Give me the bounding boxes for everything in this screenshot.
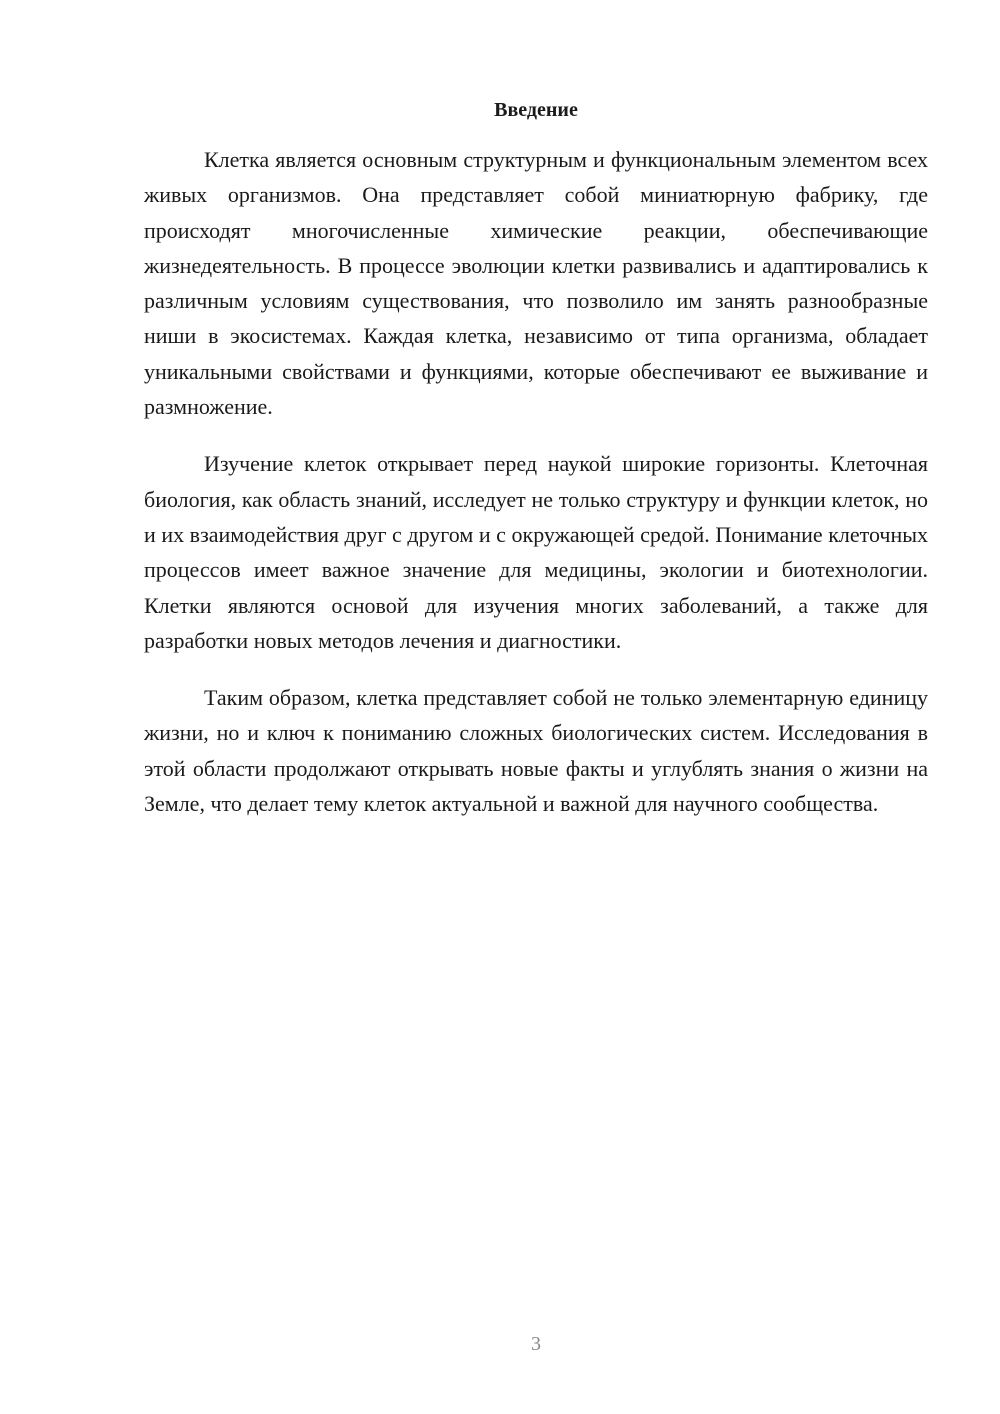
paragraph-3: Таким образом, клетка представляет собой не только элементарную единицу жизни, но и ключ к пониманию сложных биологических систем. Исследования в этой области продолжают открывать новые факты и углублять знания о жизни на Земле, что делает тему клеток актуальной и важной для научного сообщества. bbox=[144, 685, 928, 817]
paragraph-1: Клетка является основным структурным и функциональным элементом всех живых организмов. Она представляет собой миниатюрную фабрику, где происходят многочисленные химические реакции, обеспечивающие жизнедеятельность. В процессе эволюции клетки развивались и адаптировались к различным условиям существования, что позволило им занять разнообразные ниши в экосистемах. Каждая клетка, независимо от типа организма, обладает уникальными свойствами и функциями, которые обеспечивают ее выживание и размножение. bbox=[144, 147, 928, 420]
section-heading: Введение bbox=[494, 99, 578, 121]
page-number: 3 bbox=[531, 1333, 541, 1355]
page-content bbox=[144, 96, 928, 843]
paragraph-2: Изучение клеток открывает перед наукой широкие горизонты. Клеточная биология, как область знаний, исследует не только структуру и функции клеток, но и их взаимодействия друг с другом и с окружающей средой. Понимание клеточных процессов имеет важное значение для медицины, экологии и биотехнологии. Клетки являются основой для изучения многих заболеваний, а также для разработки новых методов лечения и диагностики. bbox=[144, 451, 928, 653]
